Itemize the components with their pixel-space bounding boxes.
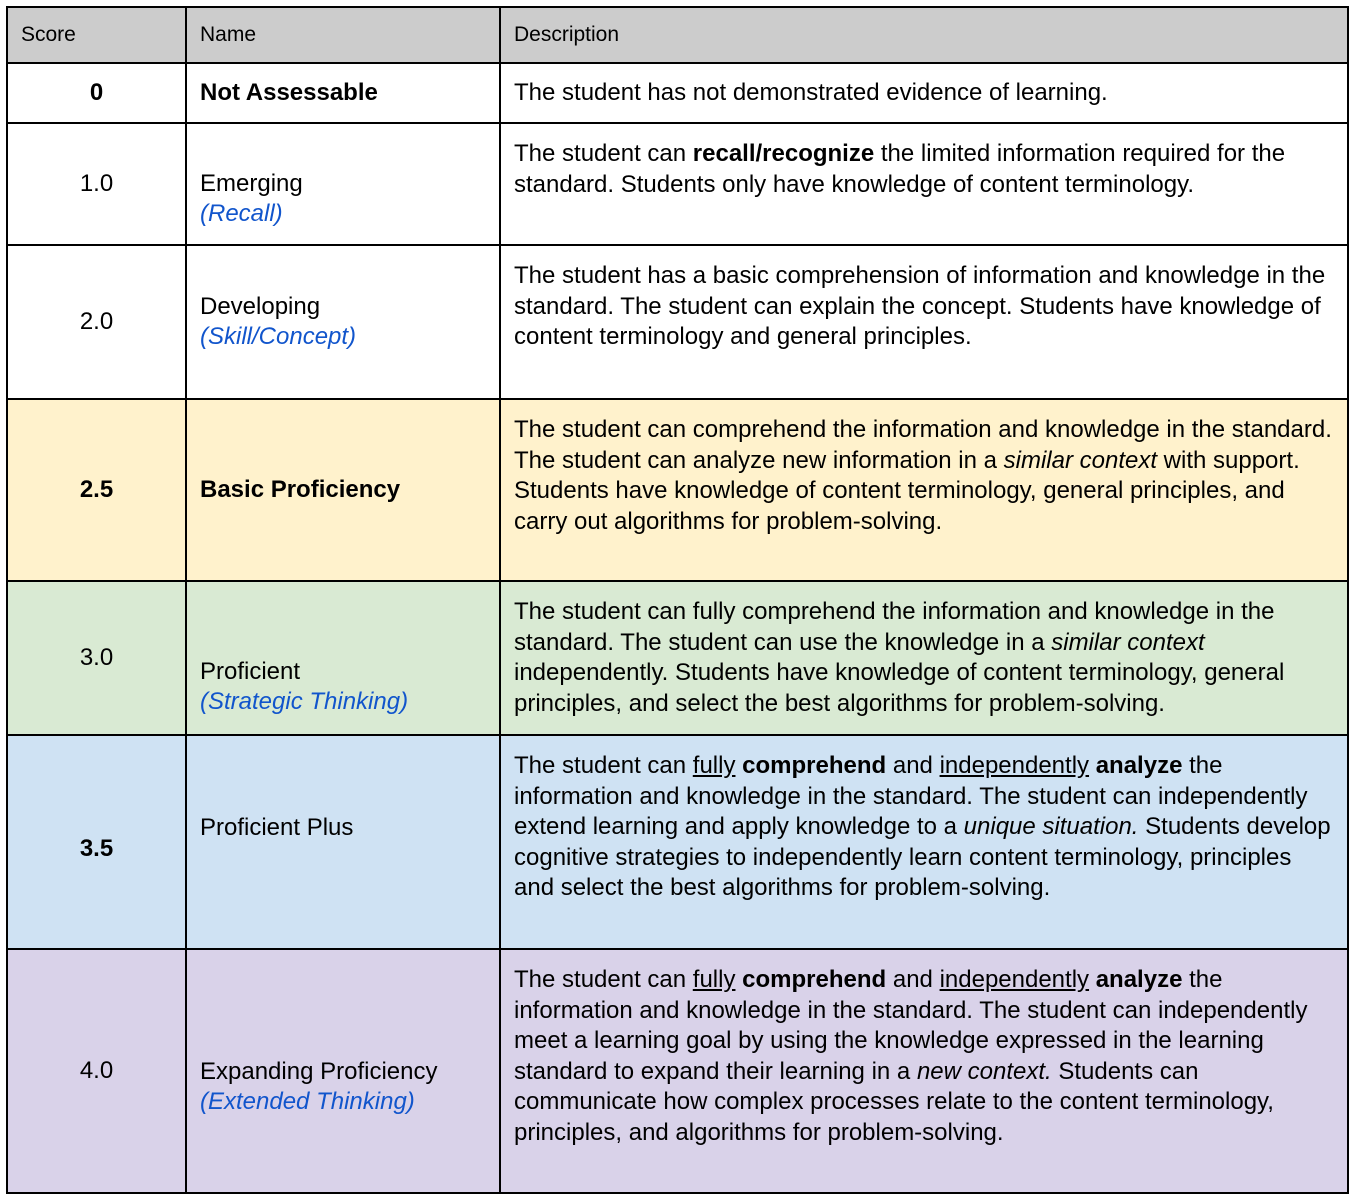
description-text: The student can [514,140,693,167]
score-cell: 3.5 [7,735,186,949]
description-text: The student can [514,966,693,993]
table-row [7,123,1348,245]
description-text: Students can communicate how complex processes relate to the content terminology, principles, and algorithms for problem-solving. [514,1057,1274,1146]
description-cell [500,63,1348,123]
level-name: Proficient [200,657,301,685]
level-name: Developing [200,292,321,320]
description-text: the information and knowledge in the standard. The student can independently extend learning and apply knowledge to a [514,752,1308,840]
name-cell [186,63,500,123]
description-text: The student can [514,752,693,779]
description-cell [500,735,1348,949]
description-text: analyze [1095,752,1183,779]
name-cell [186,581,500,735]
description-text: unique situation. [963,813,1139,840]
name-cell [186,123,500,245]
table-row [7,63,1348,123]
table-row [7,735,1348,949]
score-cell: 4.0 [7,949,186,1193]
level-name: Expanding Proficiency [200,1057,438,1085]
name-cell [186,735,500,949]
table-row [7,949,1348,1193]
description-text: and [886,966,940,993]
description-text: The student has not demonstrated evidence of learning. [514,78,1108,106]
description-text: The student has a basic comprehension of information and knowledge in the standard. The student can explain the concept. Students have knowledge of content terminology and general principles. [514,262,1326,350]
header-score: Score [7,7,186,63]
description-text: The student can fully comprehend the information and knowledge in the standard. The student can use the knowledge in a [514,598,1275,656]
score-cell: 2.5 [7,399,186,581]
level-subtitle: (Strategic Thinking) [200,688,409,715]
description-text: similar context [1003,446,1157,474]
header-row [7,7,1348,63]
description-text: independently [939,752,1090,779]
name-cell [186,245,500,399]
description-text: similar context [1051,628,1205,656]
level-name: Proficient Plus [200,813,354,841]
description-text: and [886,752,940,779]
description-cell [500,949,1348,1193]
description-text: independently [939,966,1090,993]
proficiency-scale-table [6,6,1349,1194]
description-text [1089,752,1096,779]
description-text: The student can comprehend the information and knowledge in the standard. The student can analyze new information in a [514,416,1332,474]
description-text: independently. Students have knowledge of content terminology, general principles, and select the best algorithms for problem-solving. [514,659,1285,717]
description-text: Students develop cognitive strategies to independently learn content terminology, principles and select the best algorithms for problem-solving. [514,813,1331,901]
description-text: analyze [1095,966,1183,993]
score-cell: 1.0 [7,123,186,245]
level-name: Emerging [200,169,303,197]
description-text: with support. Students have knowledge of content terminology, general principles, and carry out algorithms for problem-solving. [514,446,1300,535]
name-cell [186,949,500,1193]
score-cell: 3.0 [7,581,186,735]
level-name: Basic Proficiency [200,475,401,503]
description-text: comprehend [742,966,887,993]
description-cell [500,399,1348,581]
description-text: comprehend [742,752,887,779]
level-name: Not Assessable [200,78,378,106]
description-text: the information and knowledge in the standard. The student can independently meet a learning goal by using the knowledge expressed in the learning standard to expand their learning in a [514,966,1308,1085]
description-text: recall/recognize [692,140,875,167]
score-cell: 2.0 [7,245,186,399]
level-subtitle: (Recall) [200,200,283,227]
description-cell [500,123,1348,245]
header-description: Description [500,7,1348,63]
description-cell [500,581,1348,735]
table-row [7,581,1348,735]
level-subtitle: (Skill/Concept) [200,323,357,350]
name-cell [186,399,500,581]
description-text: fully [692,752,736,779]
table-row [7,245,1348,399]
description-text: fully [692,966,736,993]
description-text [1089,966,1096,993]
description-text: the limited information required for the standard. Students only have knowledge of content terminology. [514,140,1286,198]
table-row [7,399,1348,581]
description-cell [500,245,1348,399]
level-subtitle: (Extended Thinking) [200,1088,415,1115]
description-text: new context. [916,1057,1052,1085]
score-cell: 0 [7,63,186,123]
header-name: Name [186,7,500,63]
